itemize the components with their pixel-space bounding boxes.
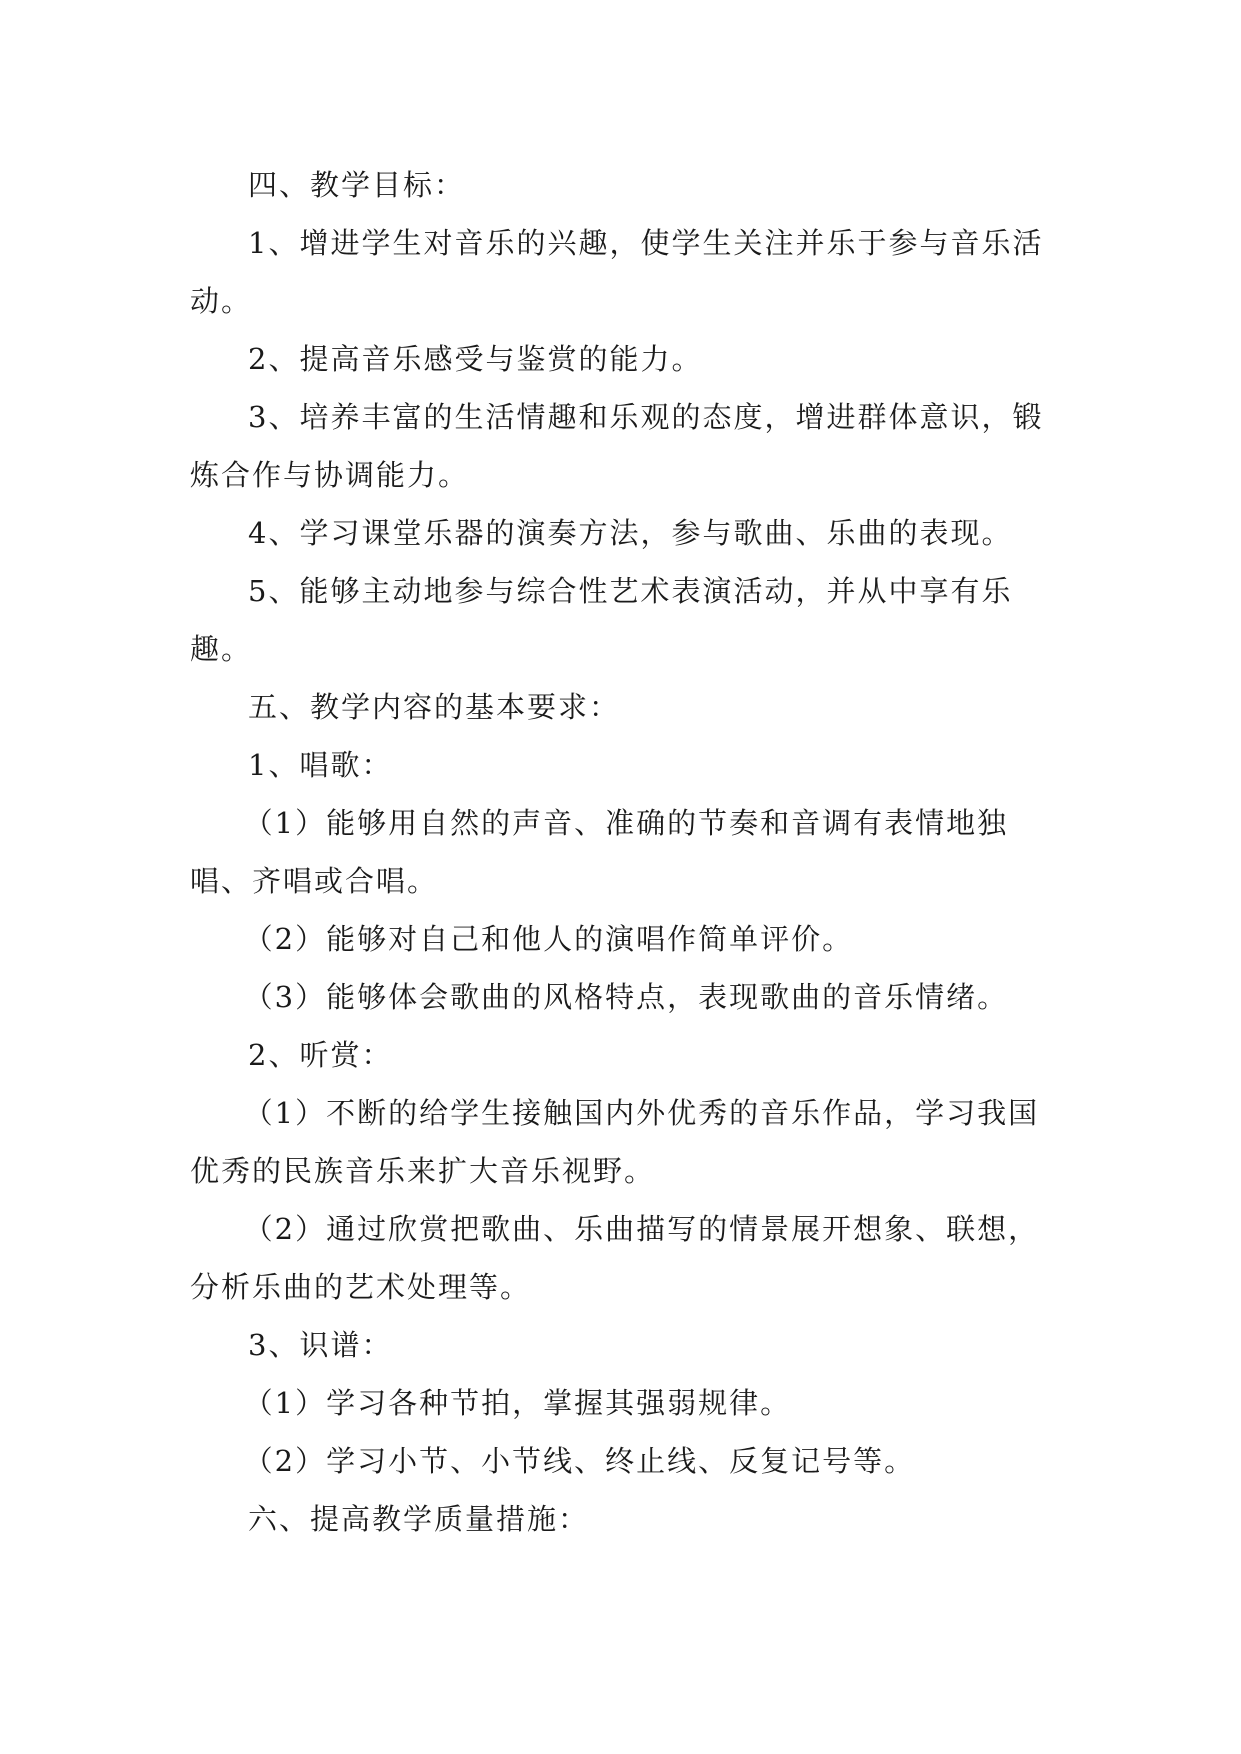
objective-item-3: 3、培养丰富的生活情趣和乐观的态度，增进群体意识，锻炼合作与协调能力。 — [190, 400, 1044, 492]
listening-item-1: （1）不断的给学生接触国内外优秀的音乐作品，学习我国优秀的民族音乐来扩大音乐视野。 — [190, 1096, 1040, 1188]
section-heading-quality-measures: 六、提高教学质量措施： — [248, 1502, 590, 1536]
notation-item-2: （2）学习小节、小节线、终止线、反复记号等。 — [243, 1444, 916, 1478]
singing-item-2: （2）能够对自己和他人的演唱作简单评价。 — [243, 922, 854, 956]
section-heading-objectives: 四、教学目标： — [248, 168, 466, 202]
subheading-listening: 2、听赏： — [248, 1038, 393, 1072]
objective-item-5: 5、能够主动地参与综合性艺术表演活动，并从中享有乐趣。 — [190, 574, 1013, 666]
listening-item-2: （2）通过欣赏把歌曲、乐曲描写的情景展开想象、联想，分析乐曲的艺术处理等。 — [190, 1212, 1040, 1304]
section-heading-requirements: 五、教学内容的基本要求： — [248, 690, 621, 724]
objective-item-1: 1、增进学生对音乐的兴趣，使学生关注并乐于参与音乐活动。 — [190, 226, 1044, 318]
objective-item-2: 2、提高音乐感受与鉴赏的能力。 — [248, 342, 703, 376]
subheading-notation: 3、识谱： — [248, 1328, 393, 1362]
singing-item-3: （3）能够体会歌曲的风格特点，表现歌曲的音乐情绪。 — [243, 980, 1009, 1014]
singing-item-1: （1）能够用自然的声音、准确的节奏和音调有表情地独唱、齐唱或合唱。 — [190, 806, 1009, 898]
document-body — [190, 156, 1070, 1548]
notation-item-1: （1）学习各种节拍，掌握其强弱规律。 — [243, 1386, 792, 1420]
subheading-singing: 1、唱歌： — [248, 748, 393, 782]
objective-item-4: 4、学习课堂乐器的演奏方法，参与歌曲、乐曲的表现。 — [248, 516, 1013, 550]
